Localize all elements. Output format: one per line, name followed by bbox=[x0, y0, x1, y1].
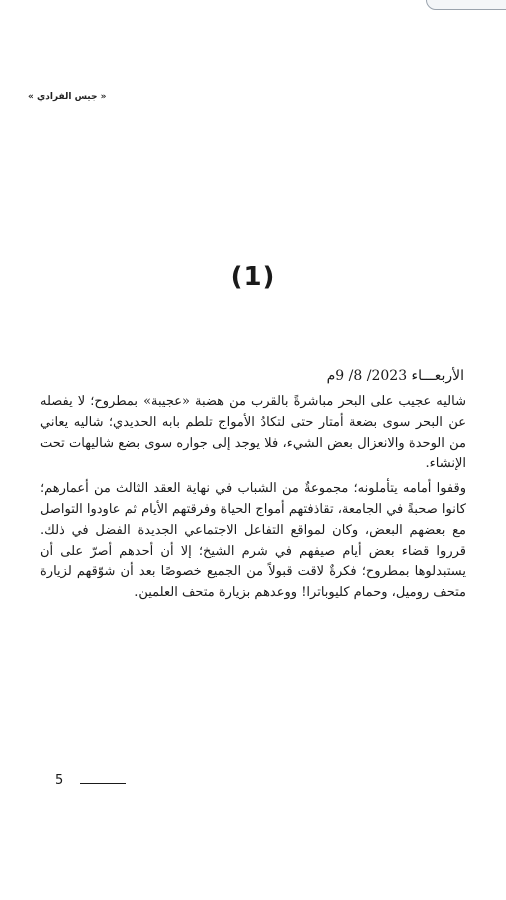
body-text bbox=[40, 392, 466, 604]
corner-tab bbox=[426, 0, 506, 10]
page-number: 5 bbox=[55, 773, 64, 788]
entry-date: الأربعـــاء 2023/ 8/ 9م bbox=[326, 368, 464, 384]
chapter-number: (1) bbox=[230, 262, 276, 292]
paragraph: وقفوا أمامه يتأملونه؛ مجموعةٌ من الشباب في نهاية العقد الثالث من أعمارهم؛ كانوا صحبةً في الجامعة، تقاذفتهم أمواج الحياة وفرقتهم الأيام ثم عاودوا التواصل مع بعضهم البعض، وكان لمواقع التفاعل الاجتماعي الجديدة الفضل في ذلك. قرروا قضاء بعض أيام صيفهم في شرم الشيخ؛ إلا أن أحدهم أصرّ على أن يستبدلوها بمطروح؛ فكرةٌ لاقت قبولاً من الجميع خصوصًا بعد أن شوّقهم لزيارة متحف روميل، وحمام كليوباترا! ووعدهم بزيارة متحف العلمين. bbox=[40, 481, 466, 601]
running-header: « جيس الفرادي » bbox=[28, 92, 107, 102]
footer-rule bbox=[80, 783, 126, 784]
paragraph: شاليه عجيب على البحر مباشرةً بالقرب من هضبة «عجيبة» بمطروح؛ لا يفصله عن البحر سوى بضعة أمتار حتى لتكادُ الأمواج تلطم بابه الحديدي؛ شاليه يعاني من الوحدة والانعزال بعض الشيء، فلا يوجد إلى جواره سوى بضع شاليهات تحت الإنشاء. bbox=[40, 394, 466, 472]
